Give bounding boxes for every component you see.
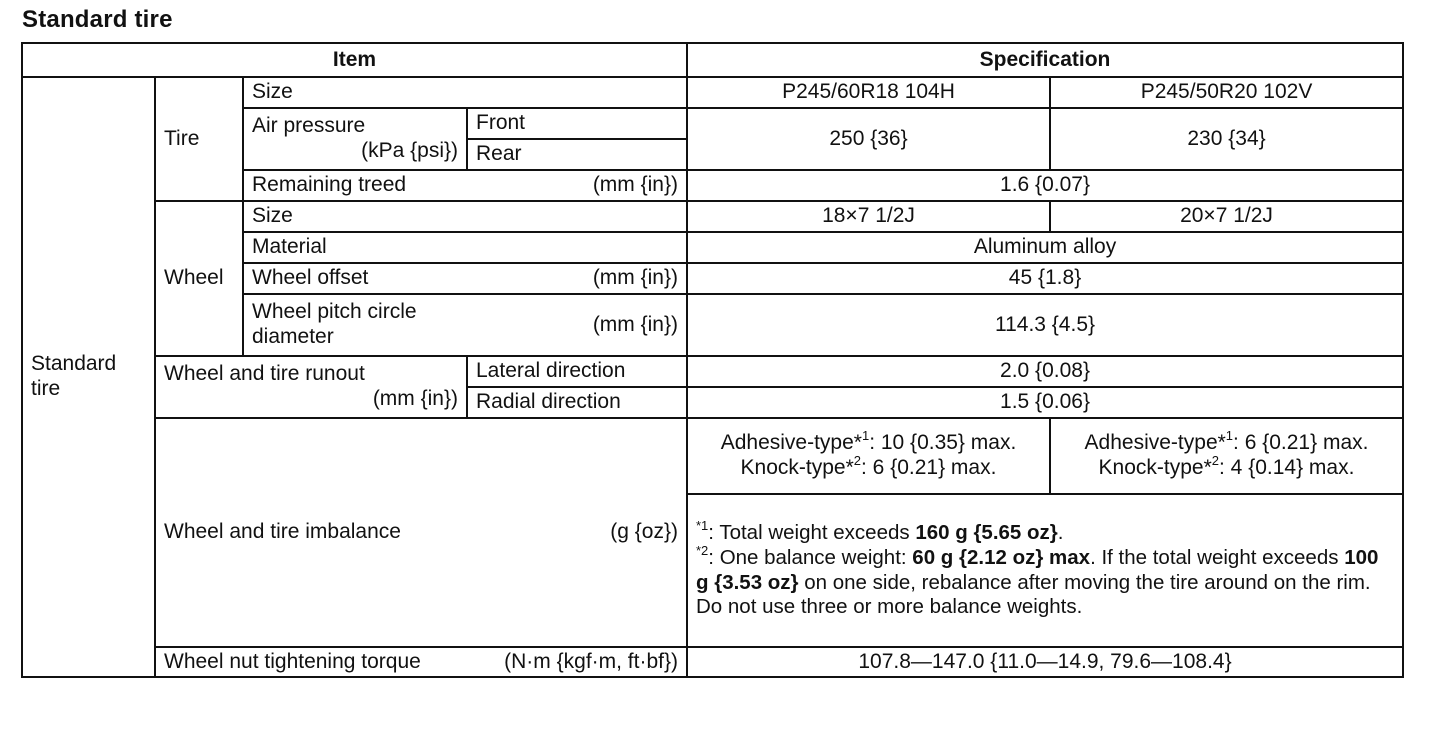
footnote-bold: 160 g {5.65 oz} — [915, 521, 1058, 545]
knock-label: Knock-type* — [740, 456, 854, 479]
tire-size-label: Size — [243, 77, 687, 108]
torque-unit: (N·m {kgf·m, ft·bf}) — [504, 649, 678, 673]
table-row — [22, 418, 1403, 494]
footnote-marker: *1 — [696, 518, 709, 534]
group-label: Standard tire — [31, 352, 117, 400]
tread-value: 1.6 {0.07} — [687, 170, 1403, 201]
lateral-label: Lateral direction — [467, 356, 687, 387]
air-pressure-label: Air pressure — [252, 114, 366, 138]
wheel-label: Wheel — [155, 201, 243, 356]
knock-value: : 6 {0.21} max. — [861, 456, 997, 479]
tread-cell — [243, 170, 687, 201]
imbalance-label: Wheel and tire imbalance — [164, 520, 401, 544]
adhesive-label: Adhesive-type* — [720, 431, 862, 455]
offset-label: Wheel offset — [252, 266, 369, 290]
footnote-text: . If the total weight exceeds — [1090, 545, 1345, 569]
pcd-value: 114.3 {4.5} — [687, 294, 1403, 356]
pcd-cell — [243, 294, 687, 356]
runout-label: Wheel and tire runout — [164, 362, 365, 386]
imbalance-b-adhesive — [1055, 428, 1398, 456]
material-label: Material — [243, 232, 687, 263]
imbalance-b — [1050, 418, 1403, 494]
knock-label: Knock-type* — [1098, 456, 1212, 479]
footnote-marker: *2 — [696, 542, 709, 558]
footnote-2 — [696, 542, 1394, 620]
pcd-label-line2: diameter — [252, 325, 334, 348]
footnote-text: on one side, rebalance after moving the tire around on the rim. Do not use three or more balance weights. — [696, 570, 1371, 619]
rear-label: Rear — [467, 139, 687, 170]
table-row — [22, 201, 1403, 232]
wheel-size-a: 18×7 1/2J — [687, 201, 1050, 232]
spec-table — [21, 42, 1404, 678]
front-label: Front — [467, 108, 687, 139]
tread-label: Remaining treed — [252, 173, 407, 197]
footnote-ref: 1 — [1225, 428, 1234, 444]
footnote-text: : One balance weight: — [708, 545, 913, 569]
torque-label: Wheel nut tightening torque — [164, 649, 421, 673]
header-row — [22, 43, 1403, 77]
item-header: Item — [22, 43, 687, 77]
footnote-bold: 100 g {3.53 oz} — [696, 545, 1379, 594]
footnote-ref: 2 — [853, 453, 862, 468]
torque-value: 107.8—147.0 {11.0—14.9, 79.6—108.4} — [687, 647, 1403, 677]
imbalance-b-knock — [1055, 453, 1398, 481]
adhesive-value: : 6 {0.21} max. — [1233, 431, 1369, 455]
pcd-unit: (mm {in}) — [592, 312, 678, 336]
runout-unit: (mm {in}) — [372, 387, 458, 410]
imbalance-a-adhesive — [692, 428, 1045, 456]
adhesive-value: : 10 {0.35} max. — [869, 431, 1017, 455]
table-row — [22, 647, 1403, 677]
imbalance-a-knock — [692, 453, 1045, 481]
table-row — [22, 77, 1403, 108]
footnote-1 — [696, 518, 1394, 546]
imbalance-a — [687, 418, 1050, 494]
radial-label: Radial direction — [467, 387, 687, 418]
air-pressure-unit: (kPa {psi}) — [361, 139, 458, 162]
tire-label: Tire — [155, 77, 243, 201]
pcd-label-line1: Wheel pitch circle — [252, 300, 417, 324]
tread-unit: (mm {in}) — [592, 173, 678, 197]
footnote-ref: 2 — [1211, 453, 1220, 468]
wheel-size-label: Size — [243, 201, 687, 232]
offset-cell — [243, 263, 687, 294]
pressure-b: 230 {34} — [1050, 108, 1403, 170]
tire-size-b: P245/50R20 102V — [1050, 77, 1403, 108]
footnote-ref: 1 — [861, 428, 870, 444]
torque-cell — [155, 647, 687, 677]
offset-unit: (mm {in}) — [592, 266, 678, 290]
table-row — [22, 356, 1403, 387]
footnote-text: . — [1057, 521, 1064, 545]
footnote-text: : Total weight exceeds — [708, 521, 916, 545]
lateral-value: 2.0 {0.08} — [687, 356, 1403, 387]
imbalance-unit: (g {oz}) — [610, 520, 678, 544]
imbalance-notes — [687, 494, 1403, 647]
runout-cell — [155, 356, 467, 418]
offset-value: 45 {1.8} — [687, 263, 1403, 294]
wheel-size-b: 20×7 1/2J — [1050, 201, 1403, 232]
adhesive-label: Adhesive-type* — [1084, 431, 1226, 455]
footnote-bold: 60 g {2.12 oz} max — [912, 545, 1091, 569]
air-pressure-cell — [243, 108, 467, 170]
page-title: Standard tire — [22, 6, 173, 33]
knock-value: : 4 {0.14} max. — [1219, 456, 1355, 479]
imbalance-cell — [155, 418, 687, 647]
material-value: Aluminum alloy — [687, 232, 1403, 263]
specification-header: Specification — [687, 43, 1403, 77]
tire-size-a: P245/60R18 104H — [687, 77, 1050, 108]
radial-value: 1.5 {0.06} — [687, 387, 1403, 418]
group-label-cell — [22, 77, 155, 677]
pressure-a: 250 {36} — [687, 108, 1050, 170]
